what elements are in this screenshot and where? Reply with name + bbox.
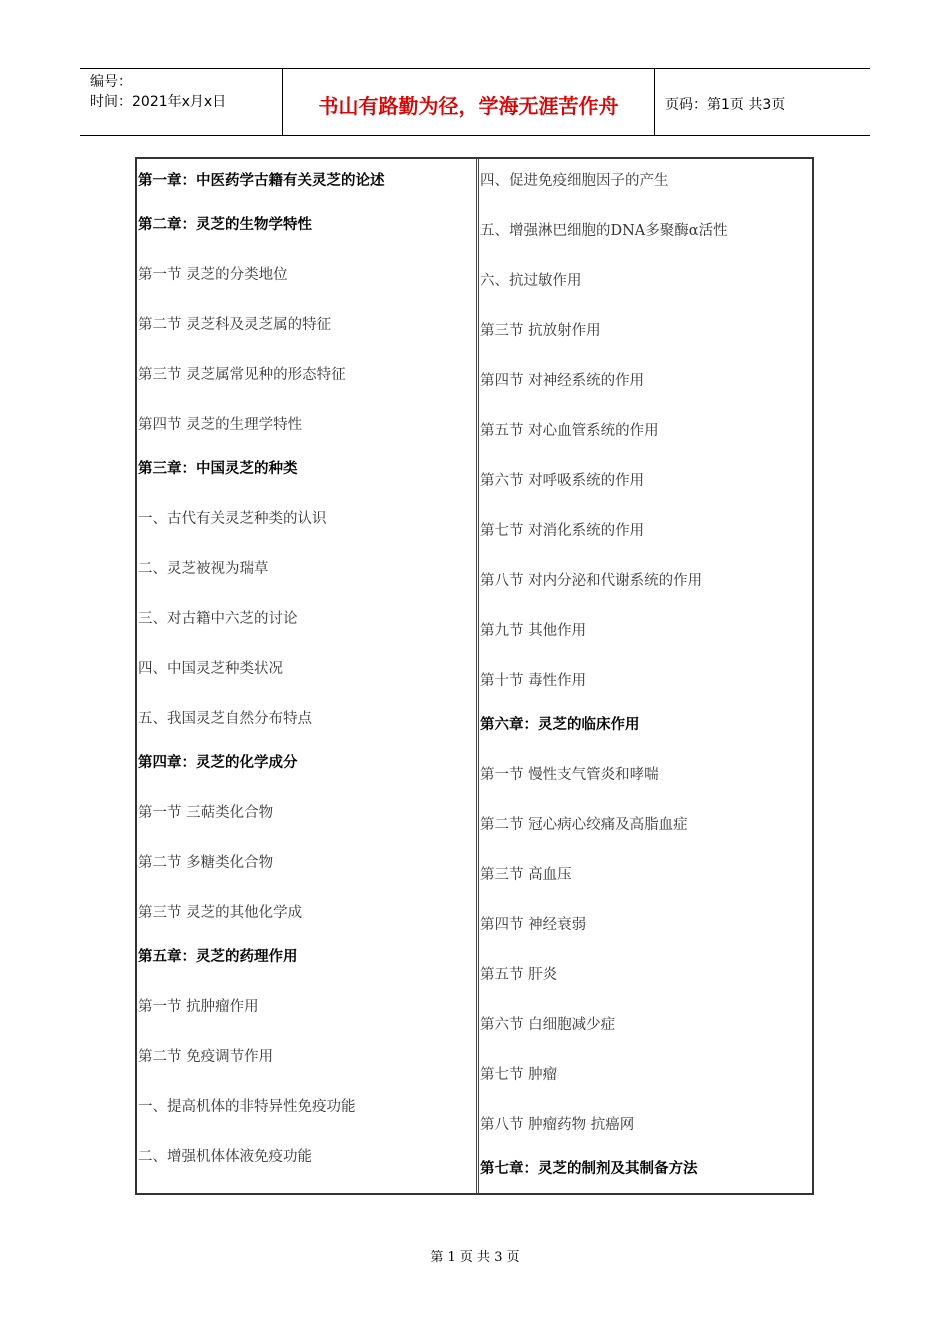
toc-chapter-heading: 第五章：灵芝的药理作用 [138,949,298,965]
header-motto: 书山有路勤为径，学海无涯苦作舟 [282,69,655,135]
toc-chapter-heading: 第二章：灵芝的生物学特性 [138,217,312,233]
toc-entry: 第三节 抗放射作用 [480,323,601,339]
toc-entry: 二、增强机体体液免疫功能 [138,1149,312,1165]
toc-chapter-heading: 第七章：灵芝的制剂及其制备方法 [480,1161,698,1177]
toc-entry: 四、中国灵芝种类状况 [138,661,283,677]
toc-entry: 第一节 慢性支气管炎和哮喘 [480,767,659,783]
toc-entry: 第四节 灵芝的生理学特性 [138,417,303,433]
toc-entry: 第一节 灵芝的分类地位 [138,267,288,283]
toc-entry: 一、提高机体的非特异性免疫功能 [138,1099,356,1115]
toc-entry: 第九节 其他作用 [480,623,587,639]
table-of-contents [135,157,814,1195]
header-meta [80,69,282,135]
toc-column-right [479,159,812,1193]
toc-entry: 第五节 对心血管系统的作用 [480,423,659,439]
toc-entry: 第四节 神经衰弱 [480,917,587,933]
toc-entry: 第二节 冠心病心绞痛及高脂血症 [480,817,688,833]
toc-entry: 二、灵芝被视为瑞草 [138,561,269,577]
toc-entry: 一、古代有关灵芝种类的认识 [138,511,327,527]
toc-chapter-heading: 第三章：中国灵芝的种类 [138,461,298,477]
toc-entry: 第六节 对呼吸系统的作用 [480,473,645,489]
toc-chapter-heading: 第一章：中医药学古籍有关灵芝的论述 [138,173,385,189]
toc-entry: 第一节 三萜类化合物 [138,805,274,821]
toc-entry: 五、增强淋巴细胞的DNA多聚酶α活性 [480,223,728,239]
toc-entry: 第四节 对神经系统的作用 [480,373,645,389]
toc-entry: 三、对古籍中六芝的讨论 [138,611,298,627]
toc-entry: 六、抗过敏作用 [480,273,582,289]
toc-chapter-heading: 第四章：灵芝的化学成分 [138,755,298,771]
page-header [80,68,870,136]
toc-entry: 第六节 白细胞减少症 [480,1017,616,1033]
toc-entry: 第一节 抗肿瘤作用 [138,999,259,1015]
toc-chapter-heading: 第六章：灵芝的临床作用 [480,717,640,733]
toc-entry: 第七节 对消化系统的作用 [480,523,645,539]
toc-entry: 第三节 高血压 [480,867,572,883]
number-label: 编号： [90,74,132,90]
toc-entry: 四、促进免疫细胞因子的产生 [480,173,669,189]
toc-entry: 第二节 灵芝科及灵芝属的特征 [138,317,332,333]
time-label: 时间：2021年x月x日 [90,94,227,110]
toc-entry: 第十节 毒性作用 [480,673,587,689]
toc-entry: 第三节 灵芝的其他化学成 [138,905,303,921]
toc-entry: 第五节 肝炎 [480,967,558,983]
page-footer: 第 1 页 共 3 页 [430,1250,520,1265]
toc-column-left [137,159,479,1193]
toc-entry: 第八节 肿瘤药物 抗癌网 [480,1117,635,1133]
toc-entry: 五、我国灵芝自然分布特点 [138,711,312,727]
toc-entry: 第二节 多糖类化合物 [138,855,274,871]
toc-entry: 第八节 对内分泌和代谢系统的作用 [480,573,703,589]
header-page-info: 页码：第1页 共3页 [665,97,786,113]
toc-entry: 第七节 肿瘤 [480,1067,558,1083]
toc-entry: 第二节 免疫调节作用 [138,1049,274,1065]
toc-entry: 第三节 灵芝属常见种的形态特征 [138,367,346,383]
